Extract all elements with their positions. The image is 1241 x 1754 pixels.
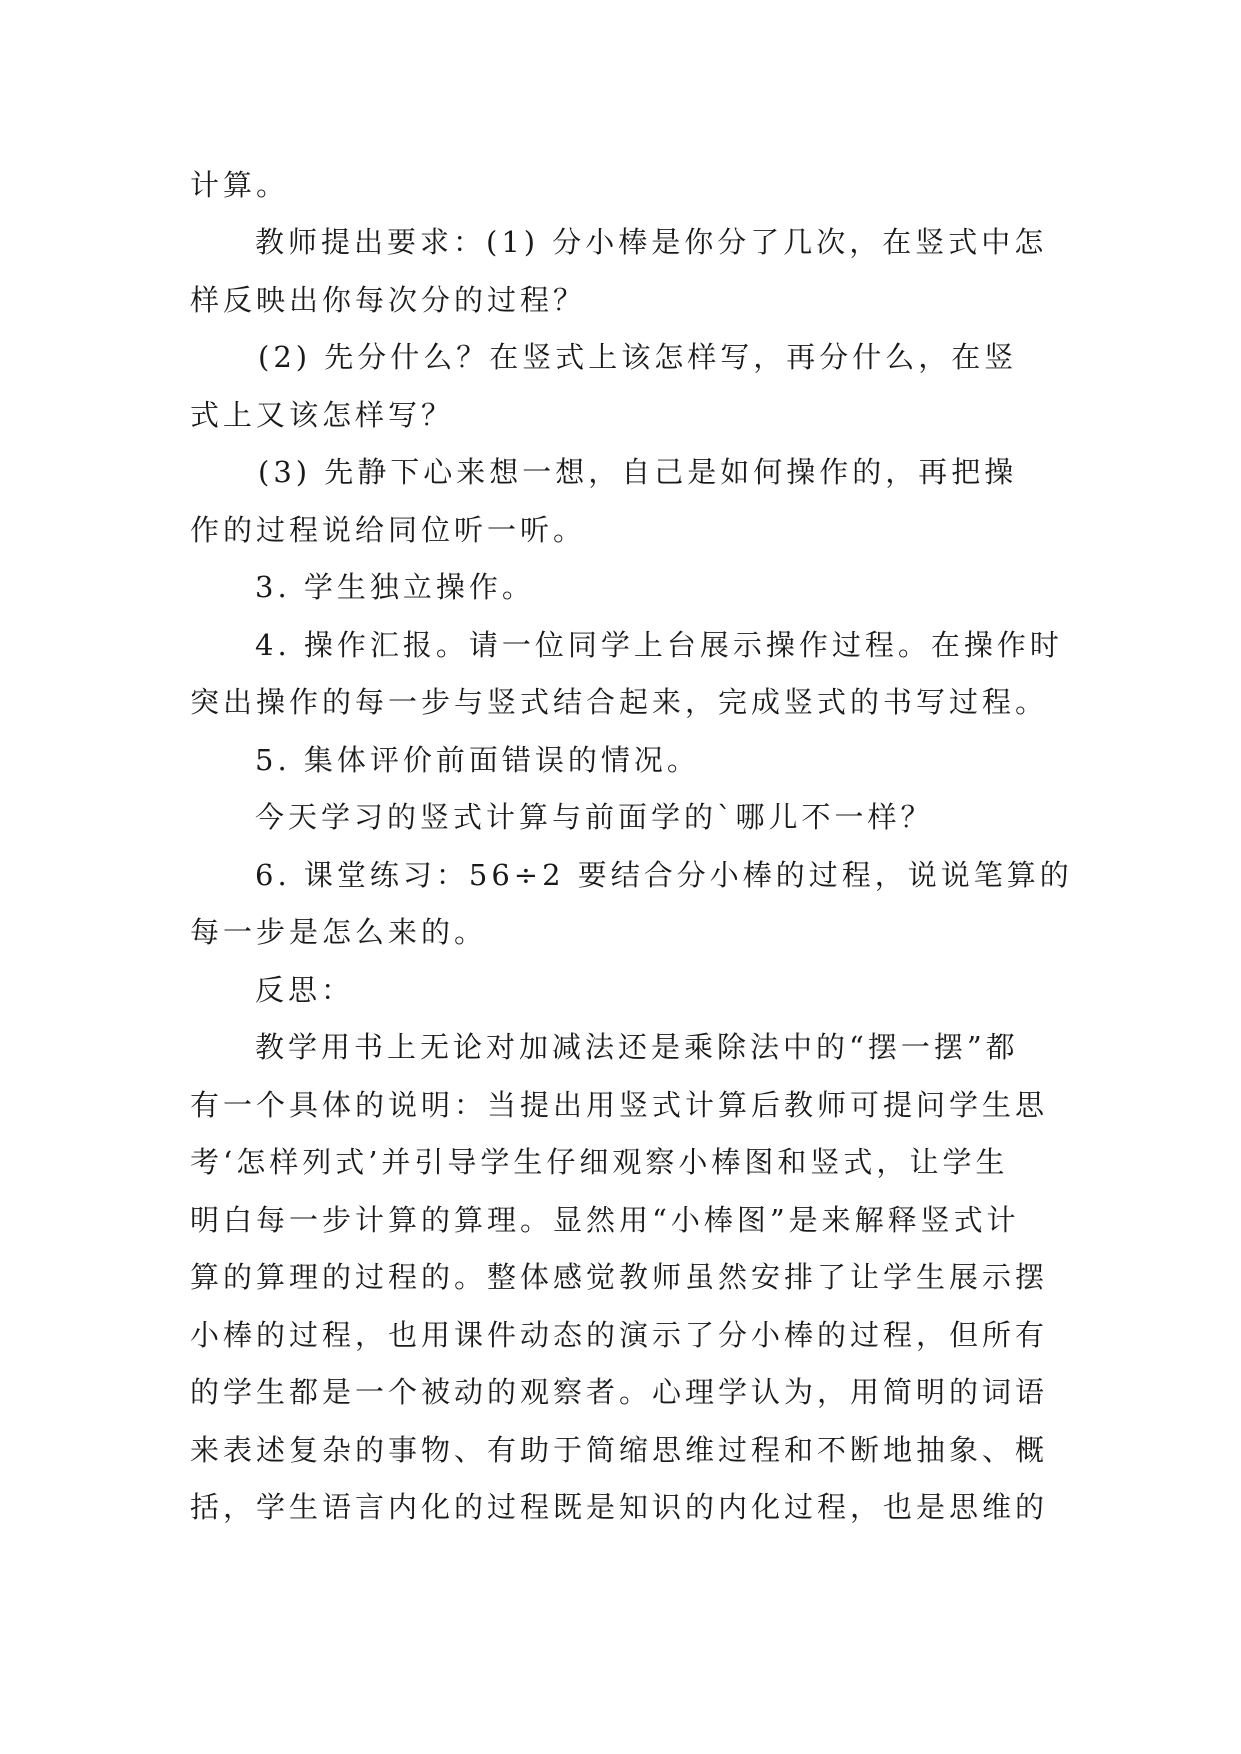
text-line: 教学用书上无论对加减法还是乘除法中的“摆一摆”都 (255, 1030, 1019, 1064)
text-line: 6. 课堂练习：56÷2 要结合分小棒的过程，说说笔算的 (255, 858, 1073, 892)
text-line: 每一步是怎么来的。 (190, 915, 488, 949)
section-heading: 反思： (255, 973, 355, 1007)
text-line: 4. 操作汇报。请一位同学上台展示操作过程。在操作时 (255, 628, 1063, 662)
text-line: 有一个具体的说明：当提出用竖式计算后教师可提问学生思 (190, 1088, 1049, 1122)
text-line: 明白每一步计算的算理。显然用“小棒图”是来解释竖式计 (190, 1203, 1020, 1237)
text-line: 3. 学生独立操作。 (255, 570, 535, 604)
text-line: 式上又该怎样写？ (190, 398, 455, 432)
text-line: 样反映出你每次分的过程？ (190, 283, 587, 317)
text-line: 算的算理的过程的。整体感觉教师虽然安排了让学生展示摆 (190, 1260, 1049, 1294)
text-line: 括，学生语言内化的过程既是知识的内化过程，也是思维的 (190, 1490, 1049, 1524)
text-line: 突出操作的每一步与竖式结合起来，完成竖式的书写过程。 (190, 685, 1049, 719)
text-line: 的学生都是一个被动的观察者。心理学认为，用简明的词语 (190, 1375, 1049, 1409)
text-line: (2) 先分什么？在竖式上该怎样写，再分什么，在竖 (258, 340, 1018, 374)
text-line: 小棒的过程，也用课件动态的演示了分小棒的过程，但所有 (190, 1318, 1049, 1352)
text-line: 教师提出要求：(1) 分小棒是你分了几次，在竖式中怎 (255, 225, 1048, 259)
text-line: 作的过程说给同位听一听。 (190, 513, 587, 547)
text-line: 来表述复杂的事物、有助于简缩思维过程和不断地抽象、概 (190, 1433, 1049, 1467)
text-line: 考‘怎样列式’并引导学生仔细观察小棒图和竖式，让学生 (190, 1145, 1009, 1179)
text-line: 5. 集体评价前面错误的情况。 (255, 743, 700, 777)
text-line: 计算。 (190, 168, 290, 202)
text-line: (3) 先静下心来想一想，自己是如何操作的，再把操 (258, 455, 1018, 489)
text-line: 今天学习的竖式计算与前面学的`哪儿不一样？ (255, 800, 934, 834)
